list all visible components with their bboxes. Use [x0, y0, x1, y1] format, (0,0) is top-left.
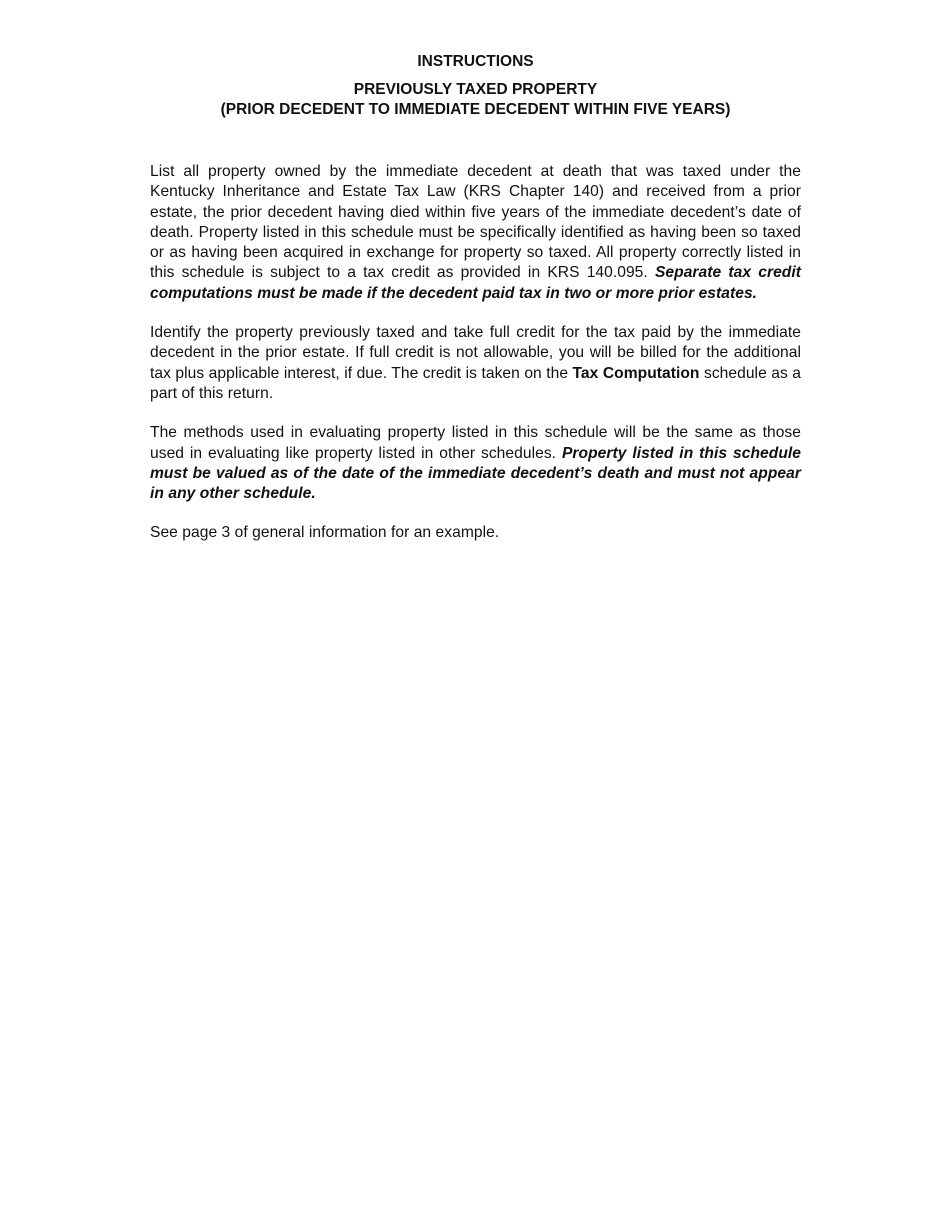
paragraph-text: The methods used in evaluating property listed in this schedule will be the same as those used in evaluating like property listed in other schedules.: [150, 424, 801, 462]
section-title: PREVIOUSLY TAXED PROPERTY: [353, 81, 598, 98]
paragraph-text: List all property owned by the immediate decedent at death that was taxed under the Kentucky Inheritance and Estate Tax Law (KRS Chapter 140) and received from a prior estate, the prior decedent having died within five years of the immediate decedent’s date of death. Property listed in this schedule must be specifically identified as having been so taxed or as having been acquired in exchange for property so taxed. All property correctly listed in this schedule is subject to a tax credit as provided in KRS 140.095.: [150, 163, 801, 282]
paragraph-valuation-methods: [150, 423, 801, 504]
instructions-page: [150, 52, 801, 563]
paragraph-previously-taxed-listing: [150, 162, 801, 304]
paragraph-credit-identification: [150, 323, 801, 404]
paragraph-text: schedule as a part of this return.: [150, 364, 801, 402]
paragraph-text: See page 3 of general information for an example.: [150, 524, 500, 542]
tax-computation-term: Tax Computation: [572, 364, 700, 382]
page-title: INSTRUCTIONS: [417, 53, 534, 70]
paragraph-example-reference: [150, 523, 801, 543]
section-subtitle: (PRIOR DECEDENT TO IMMEDIATE DECEDENT WITHIN FIVE YEARS): [220, 101, 731, 118]
paragraph-text: Identify the property previously taxed and take full credit for the tax paid by the immediate decedent in the prior estate. If full credit is not allowable, you will be billed for the additional tax plus applicable interest, if due. The credit is taken on the: [150, 324, 801, 382]
emphasis-valuation-date: Property listed in this schedule must be valued as of the date of the immediate decedent’s death and must not appear in any other schedule.: [150, 444, 801, 503]
emphasis-separate-computations: Separate tax credit computations must be made if the decedent paid tax in two or more prior estates.: [150, 264, 801, 302]
